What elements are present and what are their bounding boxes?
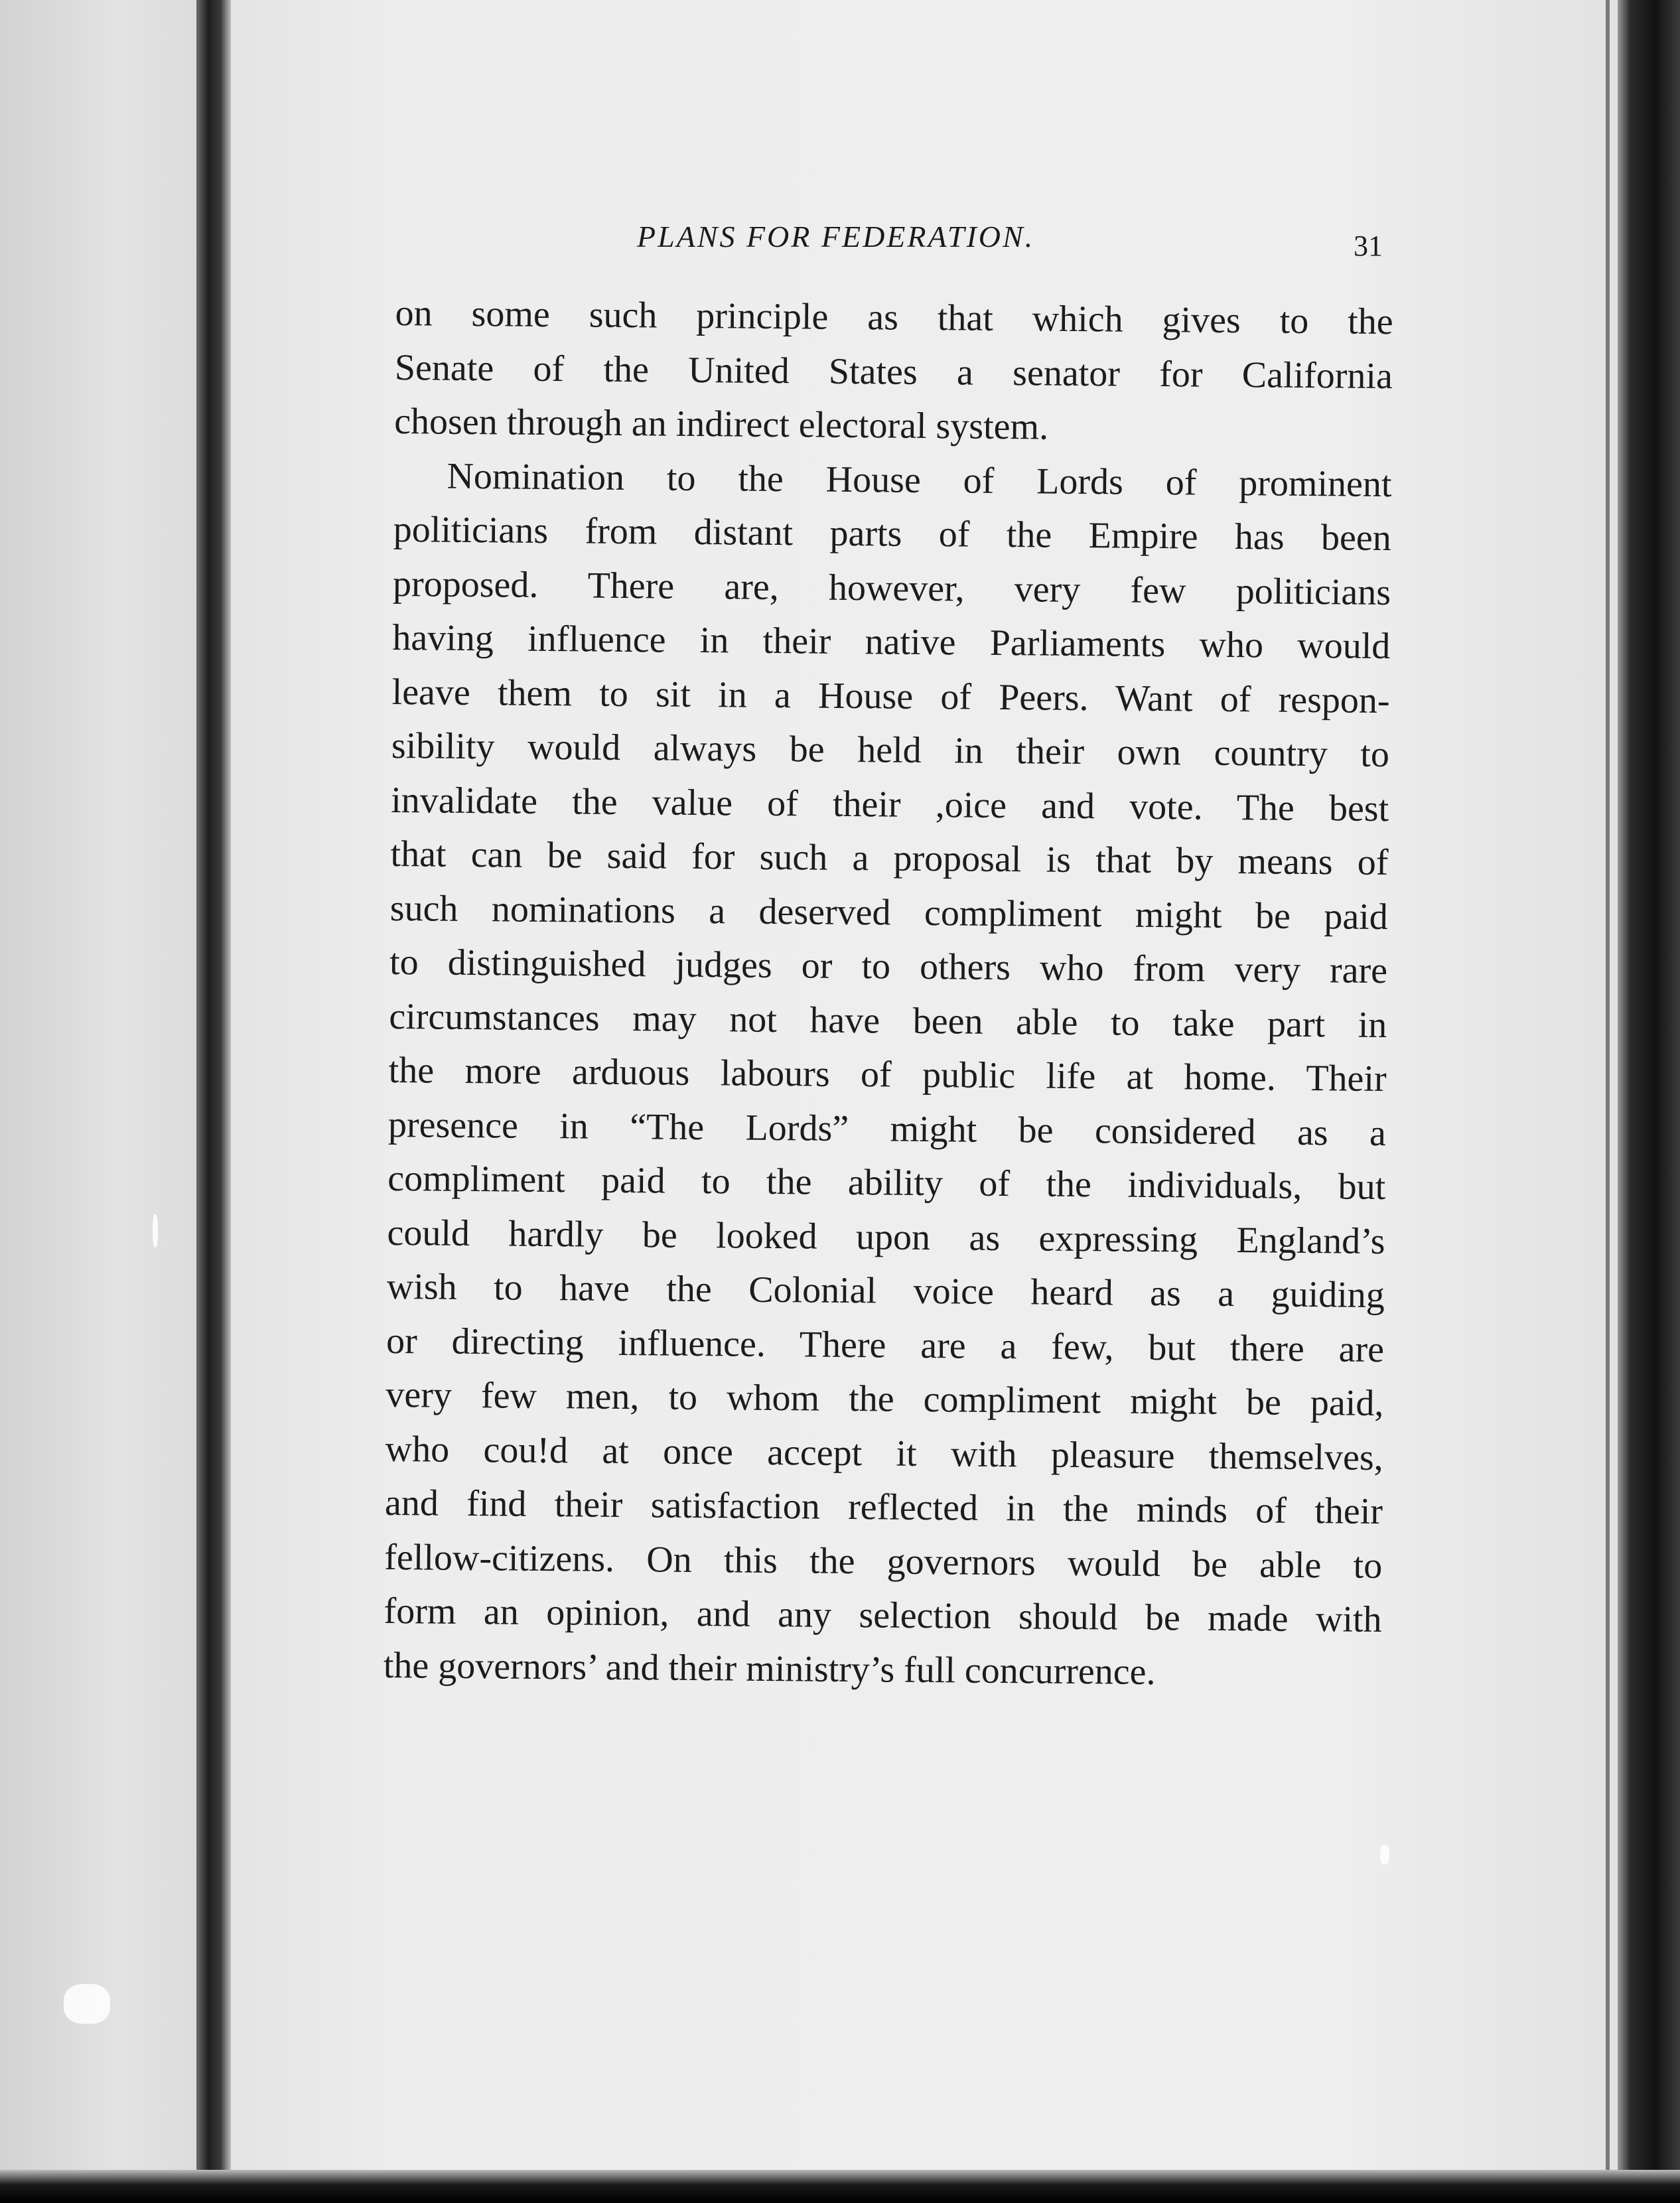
- text-line: circumstances may not have been able to take part in: [389, 995, 1387, 1046]
- text-line: could hardly be looked upon as expressing England’s: [387, 1212, 1385, 1262]
- text-line: invalidate the value of their ,oice and vote. The best: [390, 779, 1389, 829]
- text-line: leave them to sit in a House of Peers. Want of respon-: [391, 671, 1390, 721]
- text-line: wish to have the Colonial voice heard as a guiding: [386, 1265, 1385, 1316]
- text-line: the governors’ and their ministry’s full concurrence.: [383, 1644, 1156, 1693]
- text-line: such nominations a deserved compliment might be paid: [389, 887, 1389, 938]
- page-edge-line: [1606, 0, 1610, 2203]
- facing-page-edge: [0, 0, 199, 2203]
- text-line: compliment paid to the ability of the individuals, but: [387, 1157, 1386, 1208]
- text-line: proposed. There are, however, very few politicians: [392, 563, 1391, 613]
- text-line: that can be said for such a proposal is that by means of: [390, 833, 1389, 884]
- running-head: PLANS FOR FEDERATION.: [637, 220, 1035, 253]
- text-line: having influence in their native Parliaments who would: [392, 616, 1391, 668]
- binding-gutter: [196, 0, 231, 2203]
- text-line: sibility would always be held in their own country to: [391, 725, 1390, 776]
- scan-speck: [153, 1214, 158, 1247]
- book-cover-edge: [1618, 0, 1680, 2203]
- text-line: very few men, to whom the compliment might be paid,: [385, 1374, 1384, 1425]
- text-line: and find their satisfaction reflected in the minds of their: [384, 1482, 1383, 1533]
- scan-bottom-border: [0, 2170, 1680, 2203]
- page-number: 31: [1354, 230, 1383, 262]
- text-line: politicians from distant parts of the Empire has been: [393, 508, 1392, 559]
- text-line: form an opinion, and any selection should be made with: [384, 1590, 1382, 1641]
- text-line: Senate of the United States a senator for California: [394, 346, 1393, 397]
- text-line: chosen through an indirect electoral system.: [393, 400, 1049, 448]
- text-line: fellow-citizens. On this the governors would be able to: [384, 1536, 1383, 1587]
- text-line: the more arduous labours of public life at home. Their: [388, 1049, 1387, 1100]
- text-line: presence in “The Lords” might be considered as a: [387, 1103, 1387, 1154]
- paragraph: [394, 287, 1393, 458]
- body-text: [384, 287, 1393, 1701]
- paragraph: [384, 449, 1392, 1701]
- text-line: Nomination to the House of Lords of prominent: [447, 455, 1392, 505]
- text-line: to distinguished judges or to others who from very rare: [389, 941, 1388, 992]
- text-line: who cou!d at once accept it with pleasure themselves,: [385, 1428, 1383, 1478]
- text-line: on some such principle as that which gives to the: [395, 292, 1393, 343]
- text-line: or directing influence. There are a few, but there are: [385, 1320, 1385, 1370]
- scan-speck: [1380, 1845, 1389, 1865]
- scan-speck: [64, 1984, 110, 2024]
